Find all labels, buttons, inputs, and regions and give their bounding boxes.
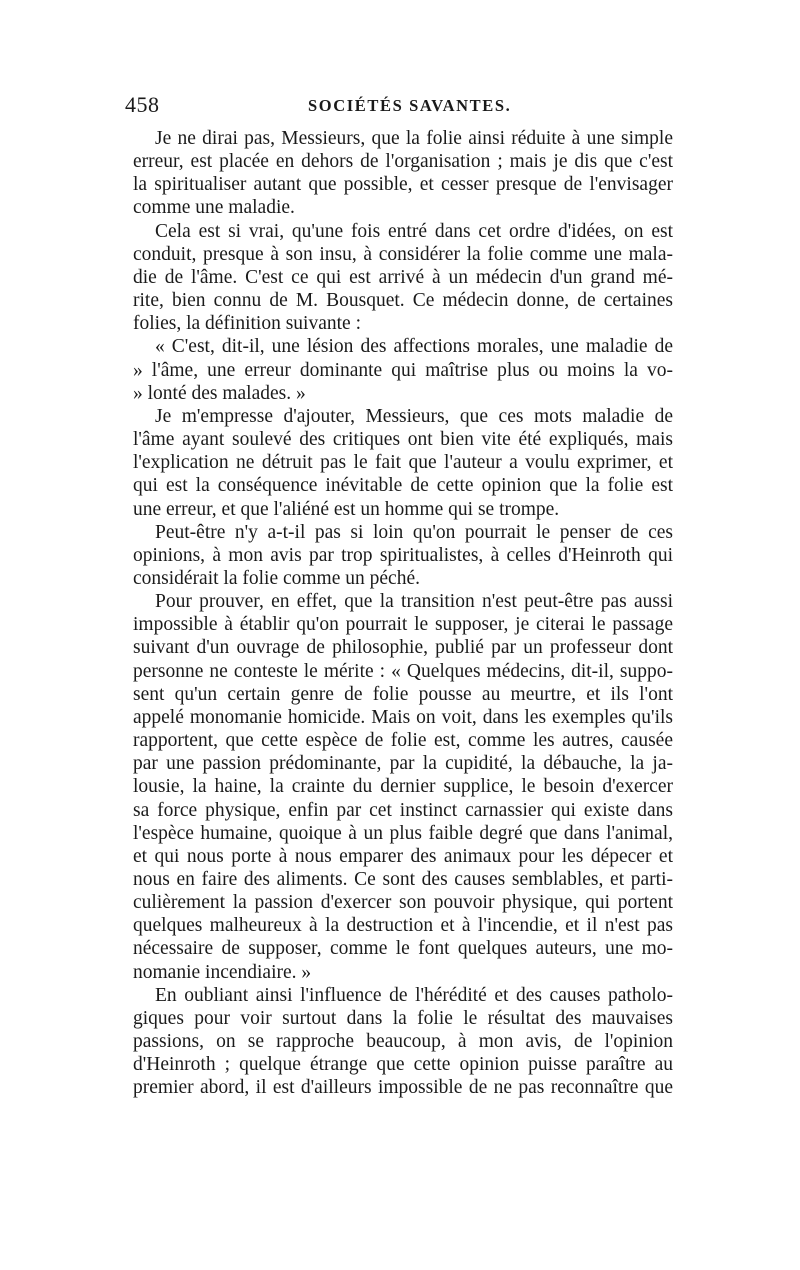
text-line: l'explication ne détruit pas le fait que l'auteur a voulu exprimer, et: [133, 452, 673, 474]
text-line: comme une maladie.: [133, 197, 295, 219]
text-line: En oubliant ainsi l'influence de l'hérédité et des causes patholo-: [155, 984, 673, 1006]
text-line: » lonté des malades. »: [133, 382, 306, 404]
text-line: « C'est, dit-il, une lésion des affections morales, une maladie de: [155, 336, 673, 358]
text-line: giques pour voir surtout dans la folie le résultat des mauvaises: [133, 1007, 673, 1029]
text-line: Peut-être n'y a-t-il pas si loin qu'on pourrait le penser de ces: [155, 521, 673, 543]
text-line: nous en faire des aliments. Ce sont des causes semblables, et parti-: [133, 869, 673, 890]
text-line: quelques malheureux à la destruction et à l'incendie, et il n'est pas: [133, 915, 673, 937]
text-line: opinions, à mon avis par trop spiritualistes, à celles d'Heinroth qui: [133, 544, 673, 566]
text-line: Je ne dirai pas, Messieurs, que la folie ainsi réduite à une simple: [155, 128, 673, 149]
text-line: une erreur, et que l'aliéné est un homme qui se trompe.: [133, 498, 560, 520]
text-line: erreur, est placée en dehors de l'organisation ; mais je dis que c'est: [133, 151, 673, 173]
text-line: Je m'empresse d'ajouter, Messieurs, que ces mots maladie de: [155, 405, 673, 427]
text-line: sa force physique, enfin par cet instinct carnassier qui existe dans: [133, 799, 673, 821]
running-title: SOCIÉTÉS SAVANTES.: [308, 96, 512, 115]
text-line: culièrement la passion d'exercer son pouvoir physique, qui portent: [133, 892, 673, 914]
text-line: d'Heinroth ; quelque étrange que cette opinion puisse paraître au: [133, 1054, 673, 1076]
page-number: 458: [125, 92, 160, 117]
text-line: passions, on se rapproche beaucoup, à mon avis, de l'opinion: [133, 1031, 673, 1053]
body-text: [133, 127, 673, 1100]
text-line: la spiritualiser autant que possible, et cesser presque de l'envisager: [133, 174, 673, 196]
running-head: [125, 92, 670, 122]
text-line: sent qu'un certain genre de folie pousse au meurtre, et ils l'ont: [133, 683, 673, 705]
text-line: personne ne conteste le mérite : « Quelques médecins, dit-il, suppo-: [133, 660, 673, 682]
text-line: Pour prouver, en effet, que la transition n'est peut-être pas aussi: [155, 591, 673, 613]
text-line: suivant d'un ouvrage de philosophie, publié par un professeur dont: [133, 637, 673, 659]
text-line: l'espèce humaine, quoique à un plus faible degré que dans l'animal,: [133, 822, 673, 844]
text-line: l'âme ayant soulevé des critiques ont bien vite été expliqués, mais: [133, 429, 673, 451]
text-line: qui est la conséquence inévitable de cette opinion que la folie est: [133, 475, 673, 497]
text-line: appelé monomanie homicide. Mais on voit, dans les exemples qu'ils: [133, 706, 673, 728]
text-line: die de l'âme. C'est ce qui est arrivé à un médecin d'un grand mé-: [133, 266, 673, 288]
text-line: » l'âme, une erreur dominante qui maîtrise plus ou moins la vo-: [133, 359, 673, 381]
text-line: nomanie incendiaire. »: [133, 961, 312, 983]
text-line: et qui nous porte à nous emparer des animaux pour les dépecer et: [133, 845, 673, 867]
text-line: nécessaire de supposer, comme le font quelques auteurs, une mo-: [133, 938, 673, 960]
text-line: impossible à établir qu'on pourrait le supposer, je citerai le passage: [133, 614, 673, 636]
text-line: rapportent, que cette espèce de folie est, comme les autres, causée: [133, 730, 673, 752]
text-line: par une passion prédominante, par la cupidité, la débauche, la ja-: [133, 753, 673, 775]
text-line: considérait la folie comme un péché.: [133, 567, 420, 589]
text-line: premier abord, il est d'ailleurs impossible de ne pas reconnaître que: [133, 1077, 673, 1099]
text-line: rite, bien connu de M. Bousquet. Ce médecin donne, de certaines: [133, 290, 673, 312]
text-line: Cela est si vrai, qu'une fois entré dans cet ordre d'idées, on est: [155, 220, 673, 242]
text-line: conduit, presque à son insu, à considérer la folie comme une mala-: [133, 243, 673, 265]
text-line: lousie, la haine, la crainte du dernier supplice, le besoin d'exercer: [133, 776, 673, 798]
text-line: folies, la définition suivante :: [133, 313, 361, 335]
